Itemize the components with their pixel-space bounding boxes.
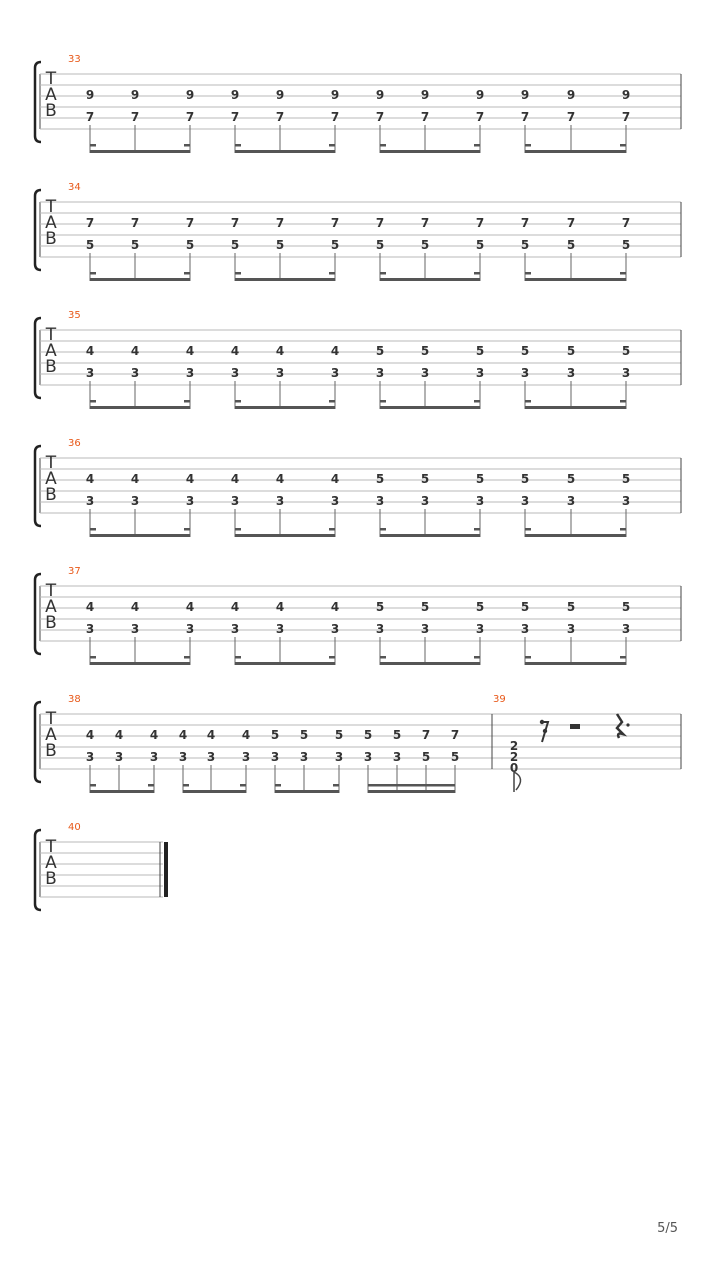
rest-dot (540, 720, 544, 724)
sixteenth-beam-stub (620, 656, 626, 659)
fret-number: 5 (621, 600, 631, 614)
beam (368, 790, 455, 793)
fret-number: 5 (475, 344, 485, 358)
beam (235, 534, 335, 537)
fret-number: 5 (420, 344, 430, 358)
measure-number: 36 (68, 438, 81, 449)
fret-number: 3 (130, 366, 140, 380)
sixteenth-beam-stub (184, 528, 190, 531)
fret-number: 9 (375, 88, 385, 102)
sixteenth-beam-stub (184, 144, 190, 147)
sixteenth-beam-stub (90, 784, 96, 787)
fret-number: 9 (520, 88, 530, 102)
fret-number: 5 (475, 238, 485, 252)
fret-number: 3 (230, 622, 240, 636)
fret-number: 5 (420, 600, 430, 614)
sixteenth-beam-stub (183, 784, 189, 787)
fret-number: 7 (520, 110, 530, 124)
beam (525, 150, 626, 153)
fret-number: 3 (420, 494, 430, 508)
fret-number: 9 (621, 88, 631, 102)
tab-clef-letter: B (45, 869, 57, 889)
fret-number: 5 (475, 472, 485, 486)
sixteenth-beam-stub (90, 144, 96, 147)
fret-number: 9 (275, 88, 285, 102)
page-number: 5/5 (657, 1221, 678, 1236)
fret-number: 7 (275, 110, 285, 124)
chord-fret-number: 2 (509, 750, 519, 764)
fret-number: 3 (330, 494, 340, 508)
fret-number: 9 (230, 88, 240, 102)
fret-number: 3 (566, 494, 576, 508)
fret-number: 7 (330, 216, 340, 230)
fret-number: 7 (450, 728, 460, 742)
beam (380, 150, 480, 153)
fret-number: 4 (230, 472, 240, 486)
fret-number: 5 (330, 238, 340, 252)
chord-fret-number: 0 (509, 761, 519, 775)
fret-number: 5 (520, 344, 530, 358)
fret-number: 7 (621, 216, 631, 230)
sixteenth-beam-stub (235, 272, 241, 275)
sixteenth-beam-stub (235, 656, 241, 659)
measure-number: 40 (68, 822, 81, 833)
beam (235, 662, 335, 665)
fret-number: 3 (185, 494, 195, 508)
fret-number: 5 (334, 728, 344, 742)
fret-number: 4 (230, 600, 240, 614)
sixteenth-beam-stub (184, 400, 190, 403)
fret-number: 7 (566, 216, 576, 230)
fret-number: 7 (130, 110, 140, 124)
fret-number: 3 (130, 494, 140, 508)
fret-number: 7 (130, 216, 140, 230)
fret-number: 3 (375, 622, 385, 636)
fret-number: 3 (621, 622, 631, 636)
measure-number: 37 (68, 566, 81, 577)
sixteenth-beam-stub (329, 400, 335, 403)
measure-number: 33 (68, 54, 81, 65)
measure-number: 35 (68, 310, 81, 321)
fret-number: 4 (130, 344, 140, 358)
tab-clef-letter: A (45, 213, 57, 233)
fret-number: 5 (375, 472, 385, 486)
fret-number: 5 (420, 472, 430, 486)
sixteenth-rest-icon (540, 720, 548, 742)
beam (525, 534, 626, 537)
beam (90, 150, 190, 153)
rest-dot (626, 723, 629, 726)
beam (525, 662, 626, 665)
fret-number: 9 (475, 88, 485, 102)
sixteenth-beam-stub (333, 784, 339, 787)
fret-number: 3 (85, 622, 95, 636)
sixteenth-beam-stub (474, 400, 480, 403)
sixteenth-beam-stub (620, 144, 626, 147)
fret-number: 4 (85, 728, 95, 742)
tab-clef-letter: B (45, 101, 57, 121)
fret-number: 5 (621, 344, 631, 358)
fret-number: 3 (420, 366, 430, 380)
fret-number: 4 (330, 600, 340, 614)
fret-number: 4 (330, 344, 340, 358)
sixteenth-beam-stub (90, 400, 96, 403)
beam (525, 406, 626, 409)
fret-number: 5 (421, 750, 431, 764)
tab-clef-letter: T (45, 69, 57, 89)
beam (183, 790, 246, 793)
fret-number: 4 (185, 344, 195, 358)
staff-system (35, 566, 681, 665)
fret-number: 3 (178, 750, 188, 764)
fret-number: 3 (275, 494, 285, 508)
fret-number: 5 (363, 728, 373, 742)
fret-number: 4 (130, 472, 140, 486)
sixteenth-beam-stub (474, 528, 480, 531)
fret-number: 9 (85, 88, 95, 102)
measure-number: 38 (68, 694, 81, 705)
fret-number: 4 (241, 728, 251, 742)
tab-clef-letter: A (45, 597, 57, 617)
tab-clef-letter: T (45, 197, 57, 217)
fret-number: 3 (185, 622, 195, 636)
fret-number: 7 (375, 110, 385, 124)
sixteenth-beam-stub (184, 272, 190, 275)
sixteenth-beam-stub (525, 400, 531, 403)
fret-number: 4 (275, 472, 285, 486)
sixteenth-beam-stub (329, 272, 335, 275)
fret-number: 4 (275, 344, 285, 358)
sixteenth-beam-stub (90, 656, 96, 659)
fret-number: 7 (275, 216, 285, 230)
sixteenth-beam-stub (525, 272, 531, 275)
sixteenth-beam-stub (525, 144, 531, 147)
fret-number: 3 (420, 622, 430, 636)
tab-clef-letter: T (45, 325, 57, 345)
tab-clef-letter: B (45, 357, 57, 377)
fret-number: 3 (149, 750, 159, 764)
sixteenth-beam-stub (275, 784, 281, 787)
fret-number: 4 (130, 600, 140, 614)
sixteenth-beam-stub (90, 528, 96, 531)
tab-clef-letter: B (45, 229, 57, 249)
fret-number: 5 (621, 238, 631, 252)
fret-number: 7 (85, 110, 95, 124)
fret-number: 4 (85, 472, 95, 486)
fret-number: 5 (375, 600, 385, 614)
sixteenth-beam-stub (329, 528, 335, 531)
fret-number: 9 (420, 88, 430, 102)
fret-number: 3 (475, 366, 485, 380)
sixteenth-beam-stub (620, 272, 626, 275)
fret-number: 5 (566, 344, 576, 358)
sixteenth-beam-stub (474, 272, 480, 275)
fret-number: 5 (566, 600, 576, 614)
staff-system (35, 310, 681, 409)
sixteenth-beam-stub (329, 144, 335, 147)
fret-number: 4 (275, 600, 285, 614)
secondary-beam (368, 784, 455, 787)
tab-clef-letter: A (45, 725, 57, 745)
tab-clef-letter: T (45, 837, 57, 857)
fret-number: 4 (85, 344, 95, 358)
fret-number: 7 (85, 216, 95, 230)
fret-number: 3 (621, 494, 631, 508)
tab-clef-letter: B (45, 613, 57, 633)
fret-number: 3 (241, 750, 251, 764)
measure-number: 39 (493, 694, 506, 705)
fret-number: 3 (621, 366, 631, 380)
fret-number: 3 (363, 750, 373, 764)
grace-note-stem (514, 772, 521, 792)
fret-number: 7 (185, 216, 195, 230)
sixteenth-beam-stub (620, 528, 626, 531)
fret-number: 5 (475, 600, 485, 614)
fret-number: 4 (114, 728, 124, 742)
sixteenth-beam-stub (380, 272, 386, 275)
fret-number: 3 (185, 366, 195, 380)
fret-number: 3 (392, 750, 402, 764)
fret-number: 7 (230, 110, 240, 124)
fret-number: 3 (114, 750, 124, 764)
fret-number: 5 (566, 238, 576, 252)
beam (380, 662, 480, 665)
sixteenth-beam-stub (474, 656, 480, 659)
beam (235, 150, 335, 153)
beam (275, 790, 339, 793)
fret-number: 9 (130, 88, 140, 102)
fret-number: 3 (334, 750, 344, 764)
fret-number: 4 (230, 344, 240, 358)
beam (380, 278, 480, 281)
beam (235, 406, 335, 409)
fret-number: 3 (85, 366, 95, 380)
fret-number: 5 (566, 472, 576, 486)
fret-number: 7 (520, 216, 530, 230)
fret-number: 9 (330, 88, 340, 102)
half-rest-icon (570, 724, 580, 729)
beam (90, 278, 190, 281)
tab-clef-letter: A (45, 85, 57, 105)
fret-number: 5 (230, 238, 240, 252)
fret-number: 7 (421, 728, 431, 742)
fret-number: 4 (149, 728, 159, 742)
beam (380, 534, 480, 537)
fret-number: 4 (178, 728, 188, 742)
final-barline-thick (164, 842, 168, 897)
fret-number: 7 (566, 110, 576, 124)
fret-number: 3 (85, 750, 95, 764)
tab-clef-letter: T (45, 581, 57, 601)
rest-dot (543, 729, 547, 733)
fret-number: 5 (375, 238, 385, 252)
fret-number: 5 (270, 728, 280, 742)
fret-number: 7 (230, 216, 240, 230)
sixteenth-beam-stub (620, 400, 626, 403)
fret-number: 3 (520, 622, 530, 636)
beam (90, 406, 190, 409)
tab-clef-letter: B (45, 741, 57, 761)
fret-number: 4 (185, 472, 195, 486)
sixteenth-beam-stub (525, 528, 531, 531)
fret-number: 3 (85, 494, 95, 508)
staff-system (35, 694, 681, 793)
tab-clef-letter: T (45, 453, 57, 473)
fret-number: 3 (275, 622, 285, 636)
fret-number: 3 (566, 622, 576, 636)
fret-number: 5 (450, 750, 460, 764)
fret-number: 5 (621, 472, 631, 486)
fret-number: 7 (330, 110, 340, 124)
beam (90, 662, 190, 665)
fret-number: 3 (230, 366, 240, 380)
tab-clef-letter: A (45, 469, 57, 489)
sixteenth-beam-stub (240, 784, 246, 787)
sixteenth-beam-stub (380, 400, 386, 403)
fret-number: 5 (375, 344, 385, 358)
beam (90, 534, 190, 537)
fret-number: 3 (520, 366, 530, 380)
sixteenth-beam-stub (148, 784, 154, 787)
tab-clef-letter: B (45, 485, 57, 505)
fret-number: 3 (520, 494, 530, 508)
beam (90, 790, 154, 793)
tab-clef-letter: T (45, 709, 57, 729)
sixteenth-beam-stub (235, 528, 241, 531)
fret-number: 7 (420, 216, 430, 230)
fret-number: 5 (185, 238, 195, 252)
fret-number: 7 (621, 110, 631, 124)
fret-number: 3 (270, 750, 280, 764)
tab-clef-letter: A (45, 341, 57, 361)
fret-number: 3 (230, 494, 240, 508)
sixteenth-beam-stub (380, 528, 386, 531)
fret-number: 5 (520, 600, 530, 614)
tab-clef-letter: A (45, 853, 57, 873)
dotted-quarter-rest-icon (617, 714, 630, 738)
sixteenth-beam-stub (474, 144, 480, 147)
fret-number: 5 (520, 238, 530, 252)
fret-number: 4 (185, 600, 195, 614)
fret-number: 3 (275, 366, 285, 380)
measure-number: 34 (68, 182, 81, 193)
fret-number: 7 (375, 216, 385, 230)
staff-system (35, 822, 168, 910)
fret-number: 3 (330, 622, 340, 636)
chord-fret-number: 2 (509, 739, 519, 753)
fret-number: 5 (275, 238, 285, 252)
fret-number: 3 (475, 494, 485, 508)
staff-system (35, 54, 681, 153)
fret-number: 3 (299, 750, 309, 764)
fret-number: 7 (185, 110, 195, 124)
sixteenth-beam-stub (525, 656, 531, 659)
beam (525, 278, 626, 281)
staff-system (35, 182, 681, 281)
fret-number: 9 (185, 88, 195, 102)
sixteenth-beam-stub (380, 144, 386, 147)
fret-number: 5 (520, 472, 530, 486)
fret-number: 3 (475, 622, 485, 636)
fret-number: 5 (299, 728, 309, 742)
fret-number: 3 (330, 366, 340, 380)
fret-number: 5 (85, 238, 95, 252)
fret-number: 4 (85, 600, 95, 614)
beam (235, 278, 335, 281)
fret-number: 4 (206, 728, 216, 742)
fret-number: 3 (206, 750, 216, 764)
fret-number: 5 (420, 238, 430, 252)
sixteenth-beam-stub (184, 656, 190, 659)
beam (380, 406, 480, 409)
sixteenth-beam-stub (90, 272, 96, 275)
fret-number: 7 (475, 110, 485, 124)
fret-number: 4 (330, 472, 340, 486)
rest-stroke (617, 714, 623, 738)
sixteenth-beam-stub (235, 144, 241, 147)
fret-number: 5 (392, 728, 402, 742)
staff-system (35, 438, 681, 537)
fret-number: 5 (130, 238, 140, 252)
sixteenth-beam-stub (380, 656, 386, 659)
fret-number: 3 (130, 622, 140, 636)
fret-number: 9 (566, 88, 576, 102)
fret-number: 3 (375, 494, 385, 508)
fret-number: 3 (375, 366, 385, 380)
fret-number: 7 (475, 216, 485, 230)
fret-number: 7 (420, 110, 430, 124)
sixteenth-beam-stub (235, 400, 241, 403)
sixteenth-beam-stub (329, 656, 335, 659)
fret-number: 3 (566, 366, 576, 380)
